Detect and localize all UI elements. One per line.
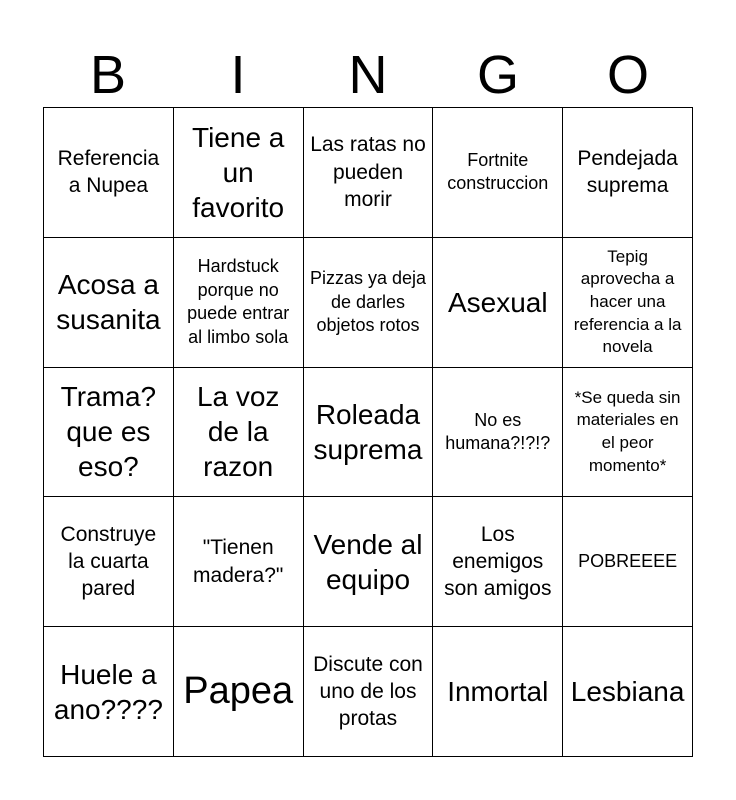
cell-text: Construye la cuarta pared <box>60 522 157 601</box>
bingo-cell[interactable] <box>174 108 304 238</box>
bingo-header <box>43 42 693 108</box>
bingo-cell[interactable] <box>174 368 304 498</box>
bingo-cell[interactable] <box>44 108 174 238</box>
bingo-cell[interactable] <box>44 238 174 368</box>
cell-text: Referencia a Nupea <box>57 147 160 198</box>
bingo-cell[interactable] <box>174 497 304 627</box>
bingo-cell[interactable] <box>174 627 304 757</box>
header-letter-b: B <box>89 45 127 105</box>
bingo-cell[interactable] <box>433 108 563 238</box>
cell-text: Asexual <box>447 286 548 318</box>
header-letter-n: N <box>348 45 388 105</box>
cell-text: Fortnite construccion <box>447 150 549 194</box>
cell-text: Roleada suprema <box>313 398 423 465</box>
cell-text: Vende al equipo <box>313 528 423 595</box>
bingo-cell[interactable] <box>174 238 304 368</box>
bingo-cell[interactable] <box>563 627 693 757</box>
header-letter-i: I <box>230 45 246 105</box>
bingo-cell[interactable] <box>563 497 693 627</box>
cell-text: "Tienen madera?" <box>193 536 284 587</box>
bingo-cell[interactable] <box>44 627 174 757</box>
bingo-cell[interactable] <box>433 497 563 627</box>
cell-text: Pizzas ya deja de darles objetos rotos <box>309 268 427 335</box>
bingo-cell[interactable] <box>304 238 434 368</box>
cell-text: POBREEEE <box>578 551 678 572</box>
cell-text: Hardstuck porque no puede entrar al limbo sola <box>187 256 290 347</box>
bingo-cell[interactable] <box>304 368 434 498</box>
cell-text: Huele a ano???? <box>53 658 163 725</box>
cell-text: Inmortal <box>447 676 549 708</box>
cell-text: Pendejada suprema <box>577 147 678 198</box>
cell-text: Papea <box>183 669 294 712</box>
cell-text: No es humana?!?!? <box>445 409 551 453</box>
header-letter-g: G <box>476 45 519 105</box>
bingo-cell[interactable] <box>304 497 434 627</box>
bingo-cell[interactable] <box>433 238 563 368</box>
bingo-board <box>43 107 693 757</box>
cell-text: *Se queda sin materiales en el peor momento* <box>574 387 681 475</box>
bingo-cell[interactable] <box>563 238 693 368</box>
cell-text: Tiene a un favorito <box>192 121 285 223</box>
bingo-cell[interactable] <box>563 108 693 238</box>
bingo-cell[interactable] <box>44 497 174 627</box>
header-letter-o: O <box>606 45 649 105</box>
cell-text: Lesbiana <box>570 676 685 708</box>
bingo-cell[interactable] <box>304 627 434 757</box>
cell-text: Trama? que es eso? <box>60 381 157 483</box>
cell-text: Tepig aprovecha a hacer una referencia a la novela <box>573 246 682 357</box>
cell-text: Los enemigos son amigos <box>444 522 552 601</box>
bingo-cell[interactable] <box>433 627 563 757</box>
cell-text: Las ratas no pueden morir <box>310 133 426 212</box>
cell-text: La voz de la razon <box>196 381 280 483</box>
bingo-cell[interactable] <box>563 368 693 498</box>
cell-text: Discute con uno de los protas <box>313 652 423 731</box>
cell-text: Acosa a susanita <box>56 269 161 336</box>
bingo-cell[interactable] <box>304 108 434 238</box>
bingo-cell[interactable] <box>433 368 563 498</box>
bingo-cell[interactable] <box>44 368 174 498</box>
